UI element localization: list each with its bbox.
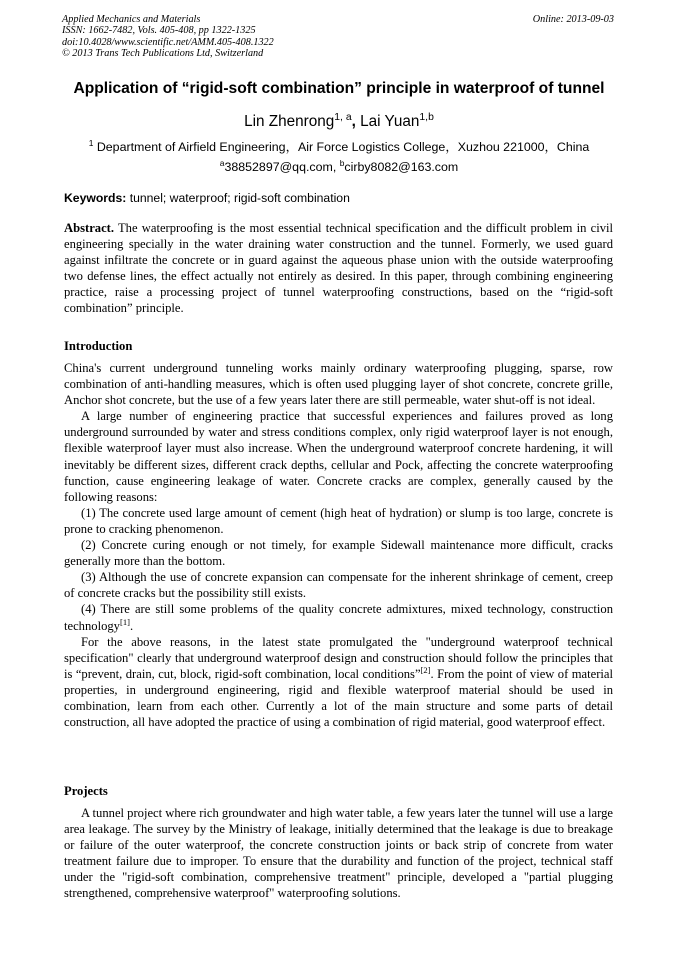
paper-title: Application of “rigid-soft combination” principle in waterproof of tunnel: [73, 80, 605, 97]
paragraph: China's current underground tunneling works mainly ordinary waterproofing plugging, sparse, row combination of anti-handling measures, which is often used plugging layer of shot concrete, concrete grille, Anchor shot concrete, but the use of a few years later there are still permeable, water shut-off is not ideal.: [64, 361, 613, 408]
author-affil-marker: 1,b: [419, 111, 434, 123]
projects-body: [64, 805, 613, 902]
paragraph-text: . From the point of view of material properties, in underground engineering, rigid and flexible waterproof material should be used in combination, learn from each other. Currently a lot of the main structure and some parts of detail construction, all have adopted the practice of using a combination of rigid material, good waterproof effect.: [64, 666, 613, 730]
author-line: [40, 113, 638, 131]
introduction-body: [64, 360, 613, 730]
paragraph-text: (4) There are still some problems of the quality concrete admixtures, mixed technology, construction technology: [64, 602, 613, 633]
abstract-label: Abstract.: [64, 221, 115, 235]
affiliation-text: Department of Airfield Engineering，Air Force Logistics College，Xuzhou 221000，China: [96, 140, 590, 154]
affiliation: [20, 137, 658, 155]
paragraph: (3) Although the use of concrete expansion can compensate for the inherent shrinkage of cement, creep of concrete cracks but the possibility still exists.: [64, 570, 613, 601]
abstract-text: The waterproofing is the most essential technical specification and the difficult problem in civil engineering specially in the water draining water construction and the tunnel. Formerly, we used guard against infiltrate the concrete or in guard against the aqueous phase union with the outside waterproofing two defense lines, the effect actually not entirely as desired. In this paper, through combining engineering practice, raise a processing project of tunnel waterproofing constructions, based on the “rigid-soft combination” principle.: [64, 221, 613, 316]
email-separator: ,: [332, 160, 340, 174]
email-marker: b: [339, 157, 345, 168]
paragraph: A tunnel project where rich groundwater and high water table, a few years later the tunnel will use a large area leakage. The survey by the Ministry of leakage, initially determined that the leakage is due to breakage or failure of the outer waterproof, the concrete construction joints or back strip of concrete from water treatment failure due to improper. To ensure that the durability and function of the project, technical staff under the "rigid-soft combination, comprehensive treatment" principle, developed a "partial plugging strengthened, comprehensive waterproof" waterproofing solutions.: [64, 806, 613, 901]
author-affil-marker: 1, a: [334, 111, 352, 123]
section-heading: Projects: [64, 784, 108, 798]
email-marker: a: [219, 157, 225, 168]
paragraph-text: For the above reasons, in the latest state promulgated the "underground waterproof technical specification" clearly that underground waterproof design and construction should follow the principles that is “prevent, drain, cut, block, rigid-soft combination, local conditions”: [64, 634, 613, 681]
author-name: Lin Zhenrong: [244, 113, 335, 130]
paragraph: [64, 601, 613, 633]
online-date: Online: 2013-09-03: [532, 14, 614, 25]
section-heading: Introduction: [64, 339, 133, 353]
doi-line: doi:10.4028/www.scientific.net/AMM.405-408.1322: [62, 36, 274, 48]
journal-name: Applied Mechanics and Materials: [62, 14, 201, 25]
paragraph: A large number of engineering practice that successful experiences and failures proved as long underground surrounded by water and stress conditions complex, only rigid waterproof layer is not enough, flexible waterproof layer must also increase. When the underground waterproof concrete hardening, it will inevitably be different sizes, different crack depths, cellular and Pock, affecting the concrete waterproofing function, cause engineering leakage of water. Concrete cracks are complex, generally caused by the following reasons:: [64, 409, 613, 504]
keywords-text: tunnel; waterproof; rigid-soft combination: [126, 191, 350, 205]
issn-line: ISSN: 1662-7482, Vols. 405-408, pp 1322-1325: [62, 25, 256, 37]
paragraph: (2) Concrete curing enough or not timely, for example Sidewall maintenance more difficult, cracks generally more than the bottom.: [64, 538, 613, 569]
keywords: [64, 191, 350, 205]
copyright-line: © 2013 Trans Tech Publications Ltd, Switzerland: [62, 48, 264, 60]
affiliation-marker: 1: [88, 137, 94, 148]
author-separator: ,: [351, 113, 361, 130]
keywords-label: Keywords:: [64, 191, 127, 205]
email-line: [40, 157, 638, 174]
journal-header: [62, 14, 274, 60]
citation-ref: [1]: [119, 616, 130, 627]
abstract: [64, 220, 613, 317]
paragraph: [64, 634, 613, 731]
paragraph-text: .: [129, 618, 134, 633]
paragraph: (1) The concrete used large amount of cement (high heat of hydration) or slump is too large, concrete is prone to cracking phenomenon.: [64, 505, 613, 536]
email-address: cirby8082@163.com: [344, 160, 459, 174]
citation-ref: [2]: [420, 664, 431, 675]
email-address: 38852897@qq.com: [224, 160, 333, 174]
author-name: Lai Yuan: [360, 113, 420, 130]
